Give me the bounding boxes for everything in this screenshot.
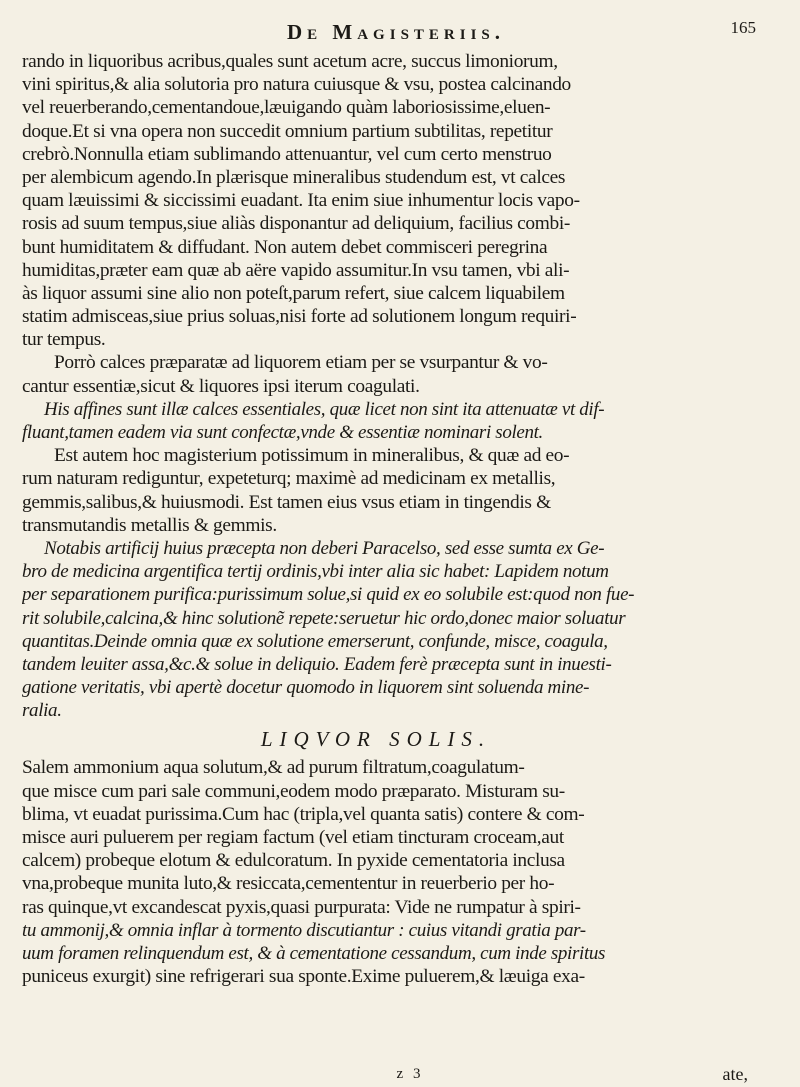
text-line: calcem) probeque elotum & edulcoratum. In pyxide cementatoria inclusa bbox=[22, 850, 565, 872]
text-line: statim admisceas,siue prius soluas,nisi forte ad solutionem longum requiri- bbox=[22, 306, 577, 328]
running-head bbox=[22, 14, 770, 50]
signature-mark: z 3 bbox=[396, 1065, 424, 1082]
text-line: vna,probeque munita luto,& resiccata,cemententur in reuerberio per ho- bbox=[22, 873, 555, 895]
text-line: rum naturam rediguntur, expeteturq; maximè ad medicinam ex metallis, bbox=[22, 468, 556, 490]
section-heading: LIQVOR SOLIS. bbox=[260, 727, 492, 752]
catchword: ate, bbox=[722, 1064, 748, 1084]
text-line: puniceus exurgit) sine refrigerari sua sponte.Exime puluerem,& læuiga exa- bbox=[22, 966, 585, 988]
text-line: que misce cum pari sale communi,eodem modo præparato. Misturam su- bbox=[22, 780, 565, 802]
body-text-after-heading bbox=[22, 756, 770, 988]
text-line: transmutandis metallis & gemmis. bbox=[22, 514, 277, 536]
text-line: bunt humiditatem & diffudant. Non autem debet commisceri peregrina bbox=[22, 236, 548, 258]
text-line: tandem leuiter assa,&c.& solue in deliquio. Eadem ferè præcepta sunt in inuesti- bbox=[22, 653, 612, 675]
text-line: doque.Et si vna opera non succedit omnium partium subtilitas, repetitur bbox=[22, 120, 553, 142]
text-line: tur tempus. bbox=[22, 329, 106, 351]
text-line: Salem ammonium aqua solutum,& ad purum filtratum,coagulatum- bbox=[22, 757, 525, 779]
text-line: bro de medicina argentifica tertij ordinis,vbi inter alia sic habet: Lapidem notum bbox=[22, 561, 609, 583]
text-line: rit solubile,calcina,& hinc solutionẽ repete:seruetur hic ordo,donec maior soluatur bbox=[22, 607, 626, 629]
text-line: ralia. bbox=[22, 700, 62, 722]
text-line: cantur essentiæ,sicut & liquores ipsi iterum coagulati. bbox=[22, 375, 420, 397]
text-line: per alembicum agendo.In plærisque mineralibus studendum est, vt calces bbox=[22, 166, 566, 188]
text-line: fluant,tamen eadem via sunt confectæ,vnde & essentiæ nominari solent. bbox=[22, 422, 543, 443]
text-line: per separationem purifica:purissimum solue,si quid ex eo solubile est:quod non fue- bbox=[22, 584, 635, 606]
text-line: vini spiritus,& alia solutoria pro natura cuiusque & vsu, postea calcinando bbox=[22, 74, 571, 96]
text-line: humiditas,præter eam quæ ab aëre vapido assumitur.In vsu tamen, vbi ali- bbox=[22, 259, 570, 281]
text-line: uum foramen relinquendum est, & à cementatione cessandum, cum inde spiritus bbox=[22, 942, 606, 964]
text-line: gatione veritatis, vbi apertè docetur quomodo in liquorem sint soluenda mine- bbox=[22, 677, 590, 699]
text-line: Porrò calces præparatæ ad liquorem etiam per se vsurpantur & vo- bbox=[54, 352, 548, 374]
text-line: rando in liquoribus acribus,quales sunt acetum acre, succus limoniorum, bbox=[22, 51, 558, 72]
body-text bbox=[22, 50, 770, 722]
text-line: quam læuissimi & siccissimi euadant. Ita enim siue inhumentur locis vapo- bbox=[22, 190, 580, 212]
text-line: ras quinque,vt excandescat pyxis,quasi purpurata: Vide ne rumpatur à spiri- bbox=[22, 896, 581, 918]
text-line: misce auri puluerem per regiam factum (vel etiam tincturam croceam,aut bbox=[22, 827, 564, 848]
text-line: rosis ad suum tempus,siue aliàs disponantur ad deliquium, facilius combi- bbox=[22, 213, 570, 235]
text-line: His affines sunt illæ calces essentiales, quæ licet non sint ita attenuatæ vt dif- bbox=[44, 398, 605, 420]
text-line: Est autem hoc magisterium potissimum in mineralibus, & quæ ad eo- bbox=[54, 445, 570, 467]
text-line: Notabis artificij huius præcepta non deberi Paracelso, sed esse sumta ex Ge- bbox=[44, 537, 605, 559]
text-line: tu ammonij,& omnia inflar à tormento discutiantur : cuius vitandi gratia par- bbox=[22, 919, 586, 941]
text-line: blima, vt euadat purissima.Cum hac (tripla,vel quanta satis) contere & com- bbox=[22, 803, 585, 825]
text-line: gemmis,salibus,& huiusmodi. Est tamen eius vsus etiam in tingendis & bbox=[22, 491, 551, 513]
text-line: crebrò.Nonnulla etiam sublimando attenuantur, vel cum certo menstruo bbox=[22, 143, 552, 165]
page-number: 165 bbox=[730, 18, 756, 37]
text-line: vel reuerberando,cementandoue,læuigando quàm laboriosissime,eluen- bbox=[22, 97, 551, 119]
text-line: quantitas.Deinde omnia quæ ex solutione emerserunt, confunde, misce, coagula, bbox=[22, 630, 608, 652]
text-line: às liquor assumi sine alio non poteſt,parum refert, siue calcem liquabilem bbox=[22, 282, 565, 304]
running-head-title: De Magisteriis. bbox=[286, 19, 506, 44]
